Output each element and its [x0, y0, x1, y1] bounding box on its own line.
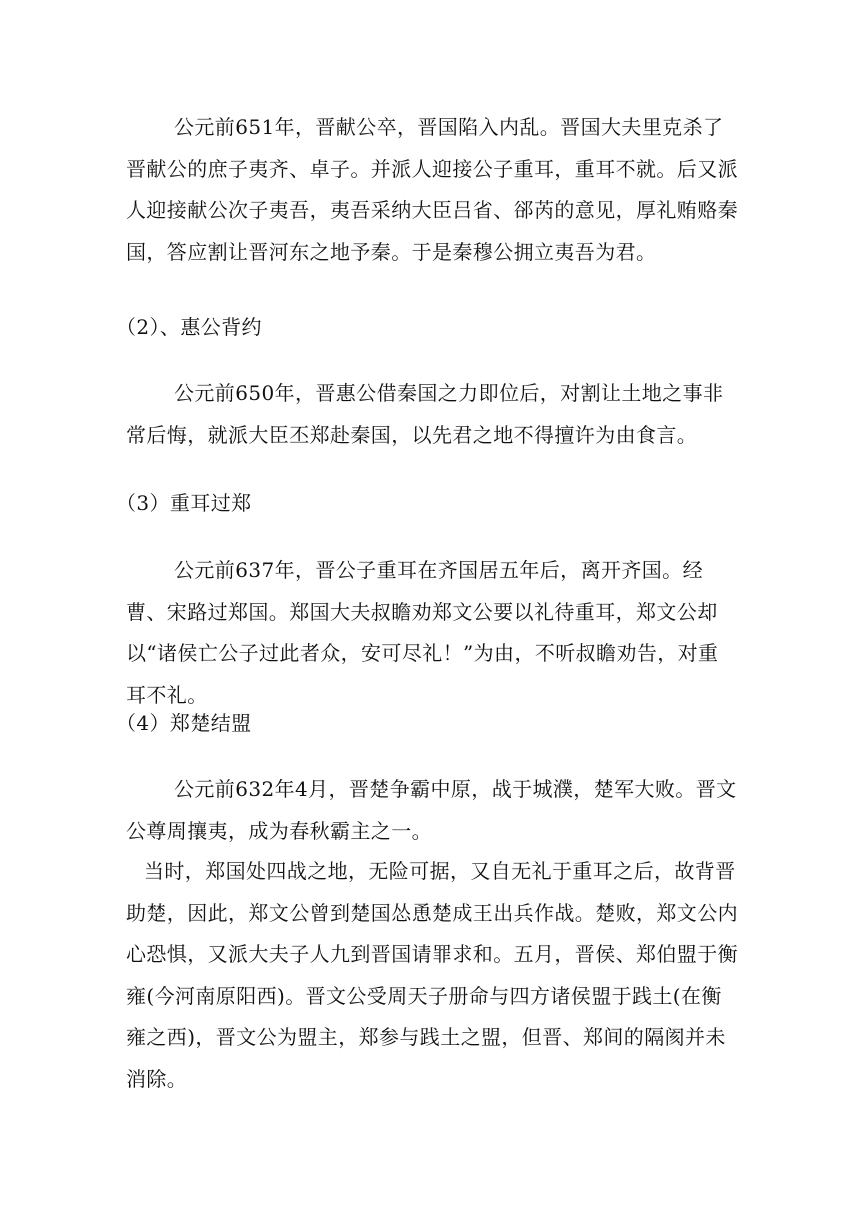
paragraph-zheng-chu-alliance: 当时，郑国处四战之地，无险可据，又自无礼于重耳之后，故背晋助楚，因此，郑文公曾到楚国怂恿楚成王出兵作战。楚败，郑文公内心恐惧，又派大夫子人九到晋国请罪求和。五月，晋侯、郑伯盟于衡雍(今河南原阳西)。晋文公受周天子册命与四方诸侯盟于践土(在衡雍之西)，晋文公为盟主，郑参与践土之盟，但晋、郑间的隔阂并未消除。 [126, 859, 738, 1091]
section-heading-4: （4）郑楚结盟 [116, 711, 252, 735]
section-heading-2: （2）、惠公背约 [116, 315, 262, 339]
paragraph-chonger-passes-zheng: 公元前637年，晋公子重耳在齐国居五年后，离开齐国。经曹、宋路过郑国。郑国大夫叔瞻劝郑文公要以礼待重耳，郑文公却以“诸侯亡公子过此者众，安可尽礼！”为由，不听叔瞻劝告，对重耳不礼。 [126, 558, 719, 707]
paragraph-huigong-broken-promise: 公元前650年，晋惠公借秦国之力即位后，对割让土地之事非常后悔，就派大臣丕郑赴秦国，以先君之地不得擅许为由食言。 [126, 381, 724, 447]
paragraph-battle-chengpu: 公元前632年4月，晋楚争霸中原，战于城濮，楚军大败。晋文公尊周攘夷，成为春秋霸主之一。 [126, 777, 737, 843]
section-heading-3: （3）重耳过郑 [116, 491, 252, 515]
paragraph-jin-civil-strife: 公元前651年，晋献公卒，晋国陷入内乱。晋国大夫里克杀了晋献公的庶子夷齐、卓子。并派人迎接公子重耳，重耳不就。后又派人迎接献公次子夷吾，夷吾采纳大臣吕省、郤芮的意见，厚礼贿赂秦国，答应割让晋河东之地予秦。于是秦穆公拥立夷吾为君。 [126, 115, 738, 264]
